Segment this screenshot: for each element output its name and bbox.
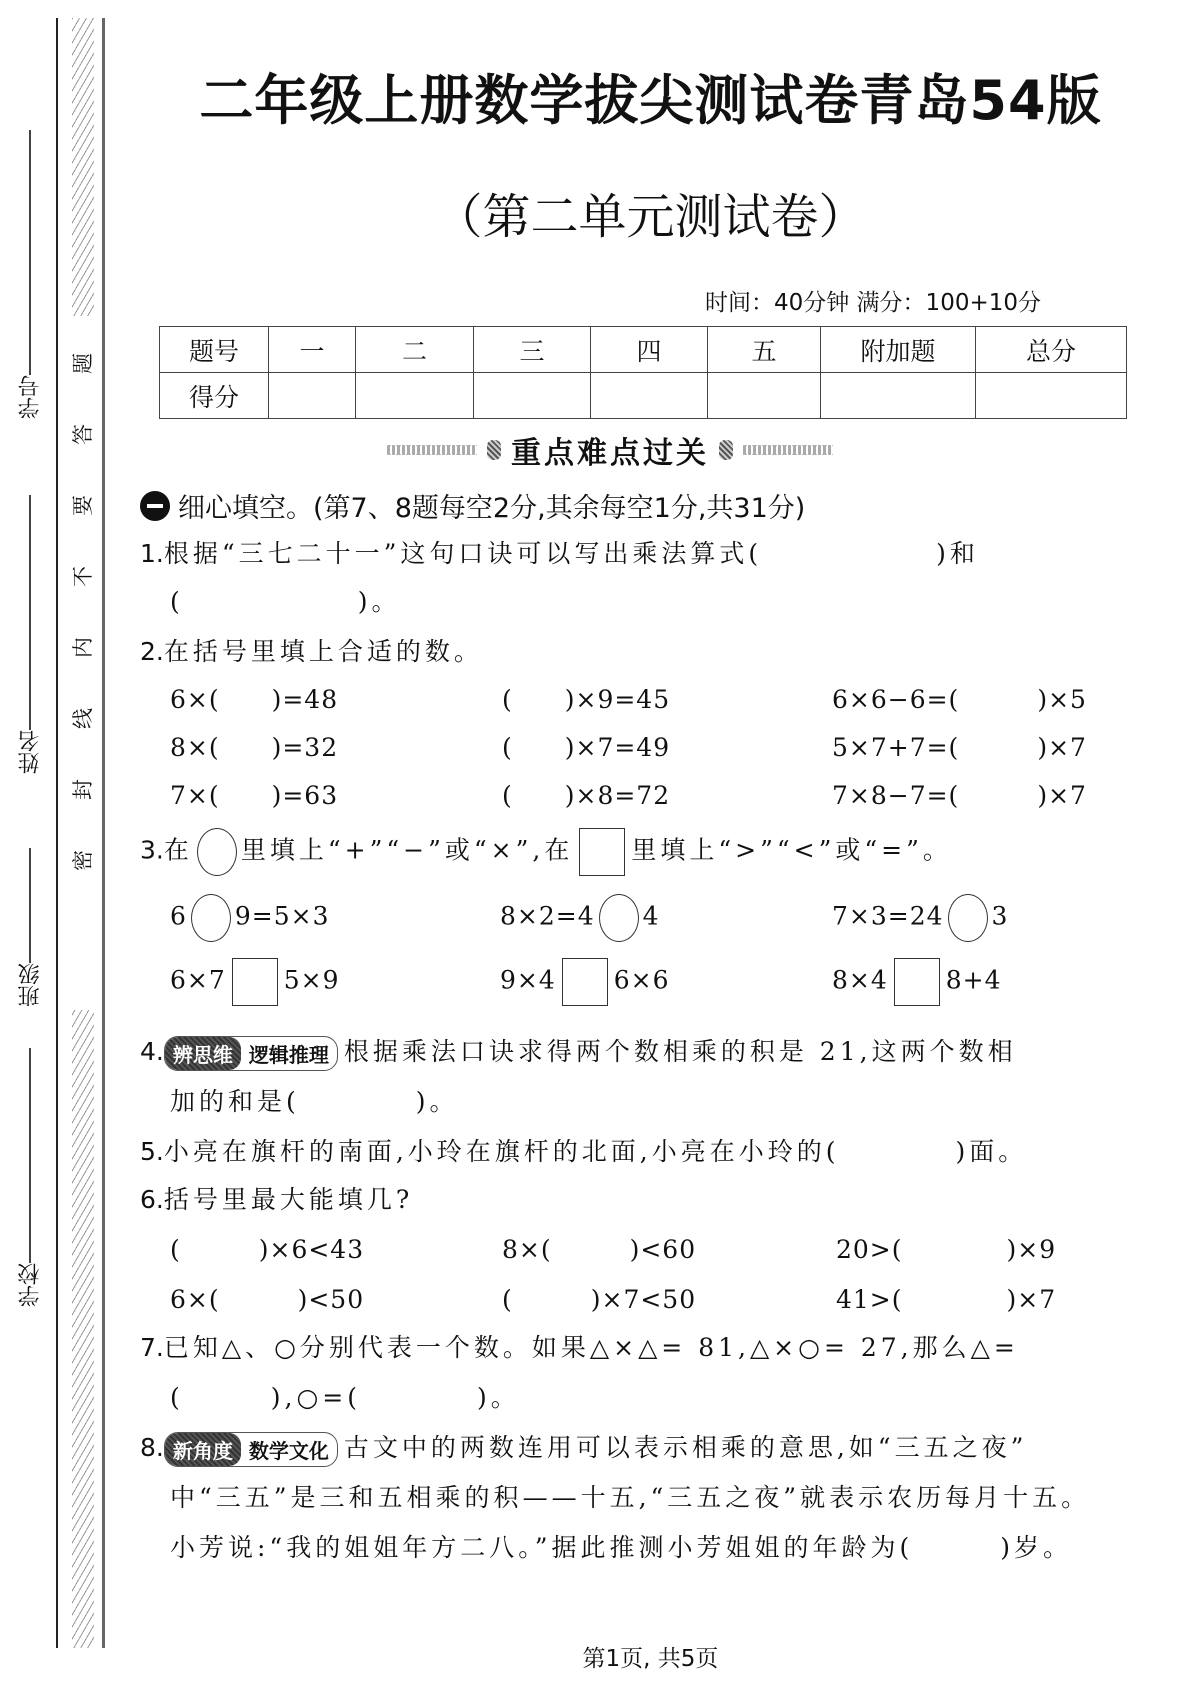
question-tag: 辨思维 逻辑推理 (164, 1036, 338, 1071)
header-cell: 一 (269, 327, 356, 373)
circle-equation: 7×3=24 3 (832, 894, 1008, 942)
header-cell: 总分 (976, 327, 1127, 373)
equation: 6×( )=48 (170, 685, 339, 714)
equation: ( )×7=49 (502, 733, 671, 762)
binding-margin (0, 0, 110, 1684)
school-field[interactable]: 学校 (14, 1048, 46, 1307)
inequality: ( )×6<43 (170, 1235, 365, 1264)
score-cell[interactable] (474, 373, 591, 419)
header-cell: 五 (708, 327, 821, 373)
circle-equation: 8×2=4 4 (500, 894, 660, 942)
table-row (160, 327, 1127, 373)
page-subtitle: （第二单元测试卷） (434, 189, 867, 245)
score-cell[interactable] (591, 373, 708, 419)
score-cell[interactable] (269, 373, 356, 419)
equation: ( )×8=72 (502, 781, 671, 810)
equation: ( )×9=45 (502, 685, 671, 714)
decorative-brush-icon (487, 440, 501, 460)
equation: 5×7+7=( )×7 (832, 733, 1087, 762)
inequality: 41>( )×7 (836, 1285, 1057, 1314)
inequality: 20>( )×9 (836, 1235, 1057, 1264)
circle-equation: 6 9=5×3 (170, 894, 330, 942)
score-cell[interactable] (821, 373, 976, 419)
score-table (159, 326, 1127, 419)
page-number: 第1页, 共5页 (582, 1646, 719, 1672)
answer-circle[interactable] (948, 894, 988, 942)
question-6: 6.括号里最大能填几? (140, 1185, 414, 1214)
answer-circle[interactable] (191, 894, 231, 942)
box-comparison: 8×4 8+4 (832, 958, 1002, 1006)
exam-meta: 时间：40分钟 满分：100+10分 (704, 290, 1041, 316)
box-comparison: 9×4 6×6 (500, 958, 670, 1006)
box-comparison: 6×7 5×9 (170, 958, 340, 1006)
decorative-brush-icon (719, 440, 733, 460)
inequality: 6×( )<50 (170, 1285, 365, 1314)
name-field[interactable]: 姓名 (14, 495, 46, 774)
hatch-pattern (72, 1010, 94, 1648)
equation: 7×( )=63 (170, 781, 339, 810)
question-7: 7.已知△、○分别代表一个数。如果△×△= 81,△×○= 27,那么△= (140, 1333, 1019, 1362)
header-cell: 四 (591, 327, 708, 373)
answer-box[interactable] (562, 958, 608, 1006)
question-7-line2: ( ),○=( )。 (170, 1383, 520, 1412)
decorative-dashes (743, 445, 833, 455)
header-cell: 二 (356, 327, 474, 373)
student-id-field[interactable]: 学号 (14, 130, 46, 419)
question-5: 5.小亮在旗杆的南面,小玲在旗杆的北面,小亮在小玲的( )面。 (140, 1137, 1028, 1166)
section-banner: 重点难点过关 (380, 428, 840, 472)
header-cell: 题号 (160, 327, 269, 373)
question-4: 4. 辨思维 逻辑推理 根据乘法口诀求得两个数相乘的积是 21,这两个数相 (140, 1032, 1017, 1071)
hatch-pattern (72, 18, 94, 316)
answer-circle[interactable] (599, 894, 639, 942)
table-row (160, 373, 1127, 419)
score-cell[interactable] (976, 373, 1127, 419)
equation: 7×8−7=( )×7 (832, 781, 1087, 810)
header-cell: 三 (474, 327, 591, 373)
inequality: 8×( )<60 (502, 1235, 697, 1264)
question-1-line2: ( )。 (170, 587, 401, 616)
page-title: 二年级上册数学拔尖测试卷青岛54版 (199, 69, 1102, 132)
score-cell[interactable] (356, 373, 474, 419)
section-number-one-icon (140, 491, 170, 521)
seal-line-text: 题 答 要 不 内 线 封 密 (70, 353, 95, 871)
row-label: 得分 (160, 373, 269, 419)
inequality: ( )×7<50 (502, 1285, 697, 1314)
circle-blank-icon (197, 828, 237, 876)
question-8-line2: 中“三五”是三和五相乘的积——十五,“三五之夜”就表示农历每月十五。 (170, 1483, 1091, 1512)
question-tag: 新角度 数学文化 (164, 1432, 338, 1467)
question-1: 1.根据“三七二十一”这句口诀可以写出乘法算式( )和 (140, 539, 979, 568)
class-field[interactable]: 班级 (14, 848, 46, 1007)
question-8: 8. 新角度 数学文化 古文中的两数连用可以表示相乘的意思,如“三五之夜” (140, 1428, 1027, 1467)
question-4-line2: 加的和是( )。 (170, 1087, 459, 1116)
question-8-line3: 小芳说:“我的姐姐年方二八。”据此推测小芳姐姐的年龄为( )岁。 (170, 1533, 1072, 1562)
header-cell: 附加题 (821, 327, 976, 373)
square-blank-icon (579, 828, 625, 876)
answer-box[interactable] (894, 958, 940, 1006)
margin-border (102, 18, 105, 1648)
equation: 6×6−6=( )×5 (832, 685, 1087, 714)
equation: 8×( )=32 (170, 733, 339, 762)
decorative-dashes (387, 445, 477, 455)
score-cell[interactable] (708, 373, 821, 419)
margin-line (56, 18, 58, 1648)
question-3: 3.在 里填上“+”“−”或“×”,在 里填上“>”“<”或“=”。 (140, 828, 952, 876)
question-2: 2.在括号里填上合适的数。 (140, 637, 483, 666)
answer-box[interactable] (232, 958, 278, 1006)
section-heading: 细心填空。(第7、8题每空2分,其余每空1分,共31分) (140, 486, 805, 525)
